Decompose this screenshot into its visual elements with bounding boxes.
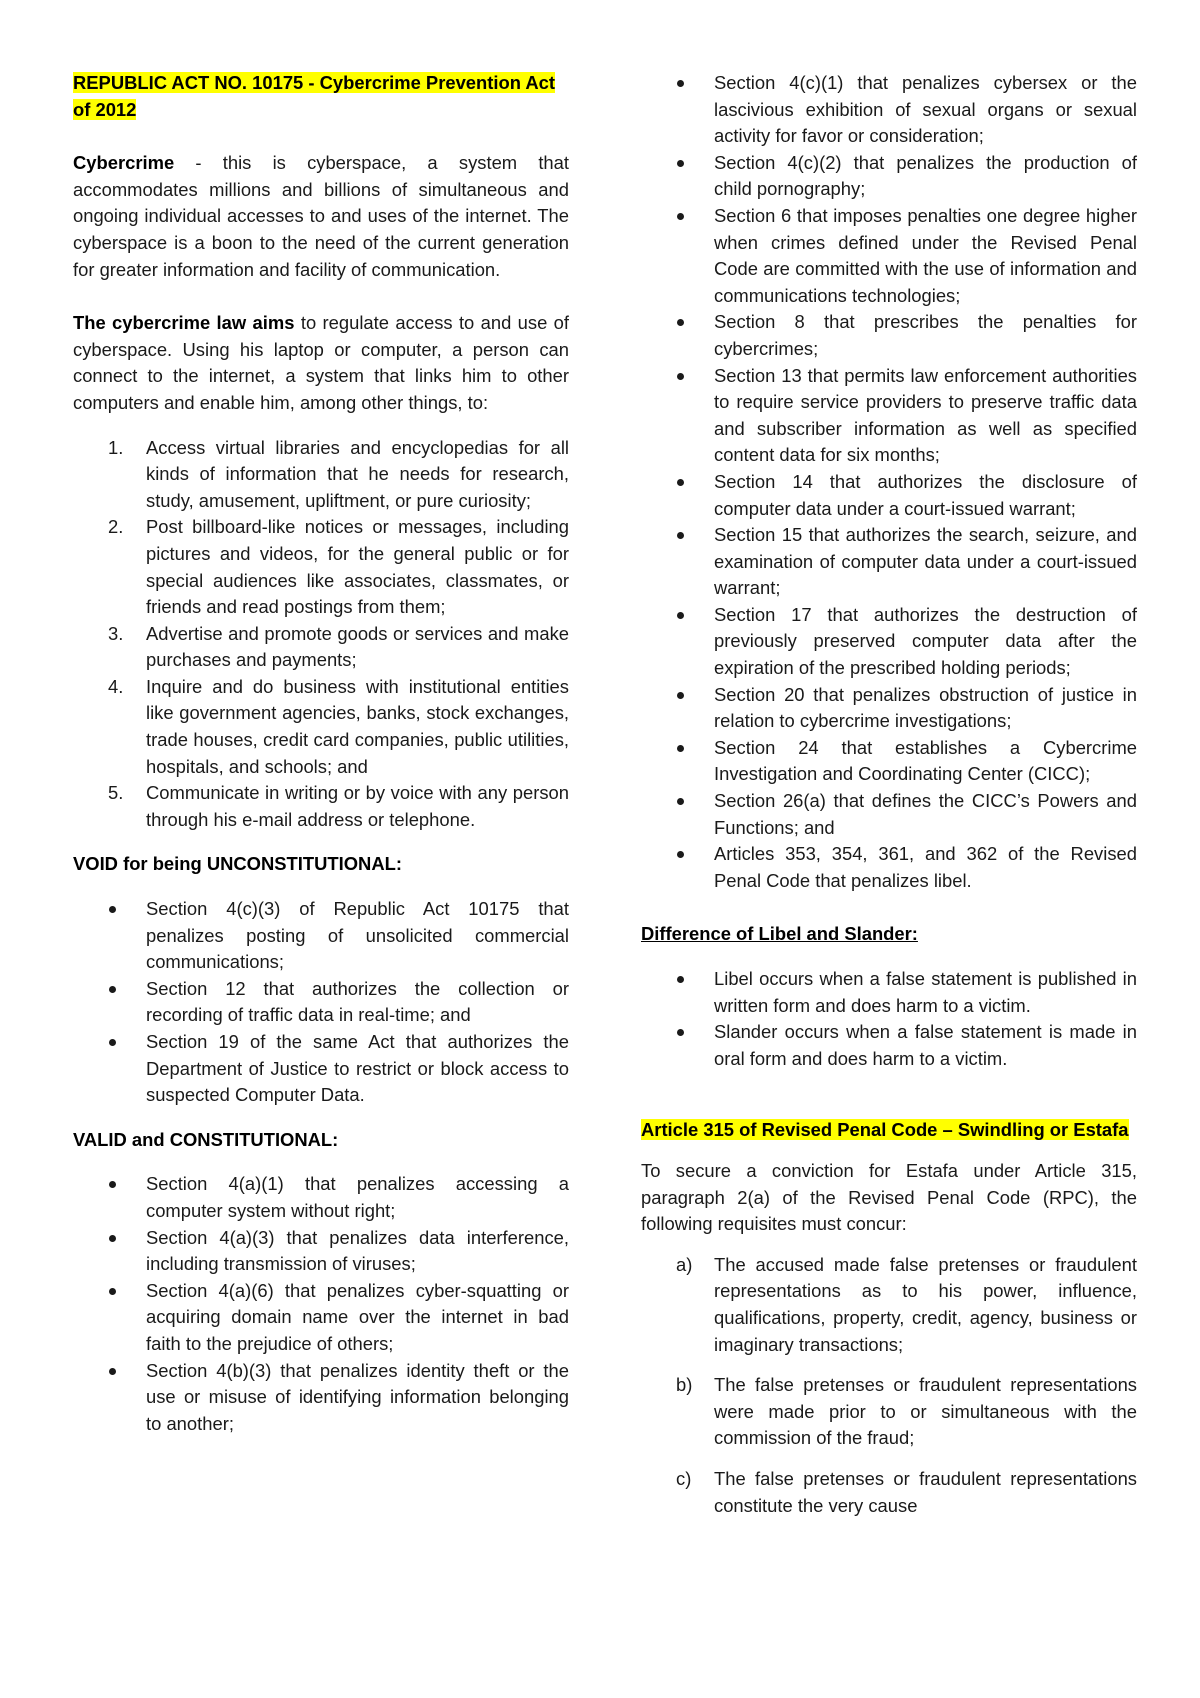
bullet-icon [677, 532, 684, 539]
bullet-icon [677, 612, 684, 619]
article-315-title: Article 315 of Revised Penal Code – Swindling or Estafa [641, 1119, 1129, 1141]
bullet-icon [677, 692, 684, 699]
list-item: Section 4(c)(2) that penalizes the production of child pornography; [641, 150, 1137, 203]
valid-list-continued [641, 70, 1137, 894]
bullet-icon [109, 1181, 116, 1188]
list-item: a) The accused made false pretenses or fraudulent representations as to his power, influence, qualifications, property, credit, agency, business or imaginary transactions; [676, 1253, 1137, 1355]
cybercrime-term: Cybercrime [73, 152, 175, 174]
list-item: Section 6 that imposes penalties one degree higher when crimes defined under the Revised Penal Code are committed with the use of information and communications technologies; [641, 203, 1137, 309]
list-item: Section 4(c)(3) of Republic Act 10175 that penalizes posting of unsolicited commercial communications; [73, 896, 569, 976]
list-item: Libel occurs when a false statement is published in written form and does harm to a victim. [641, 966, 1137, 1019]
bullet-icon [109, 906, 116, 913]
valid-list [73, 1171, 569, 1437]
valid-heading: VALID and CONSTITUTIONAL: [73, 1128, 339, 1150]
void-heading: VOID for being UNCONSTITUTIONAL: [73, 853, 402, 875]
list-item: b) The false pretenses or fraudulent representations were made prior to or simultaneous with the commission of the fraud; [676, 1374, 1137, 1449]
list-item: Section 19 of the same Act that authorizes the Department of Justice to restrict or block access to suspected Computer Data. [73, 1029, 569, 1109]
bullet-icon [109, 986, 116, 993]
bullet-icon [677, 798, 684, 805]
bullet-icon [677, 851, 684, 858]
bullet-icon [677, 976, 684, 983]
list-item: 1. Access virtual libraries and encyclopedias for all kinds of information that he needs for research, study, amusement, upliftment, or pure curiosity; [108, 436, 569, 511]
aims-term: The cybercrime law aims [73, 312, 295, 334]
list-item: 2. Post billboard-like notices or messages, including pictures and videos, for the general public or for special audiences like associates, classmates, or friends and read postings from them; [108, 516, 569, 618]
bullet-icon [677, 213, 684, 220]
list-item: Articles 353, 354, 361, and 362 of the Revised Penal Code that penalizes libel. [641, 841, 1137, 894]
list-item: Section 4(a)(1) that penalizes accessing a computer system without right; [73, 1171, 569, 1224]
list-item: Section 4(a)(3) that penalizes data interference, including transmission of viruses; [73, 1225, 569, 1278]
list-item: Section 24 that establishes a Cybercrime Investigation and Coordinating Center (CICC); [641, 735, 1137, 788]
bullet-icon [109, 1288, 116, 1295]
list-item: Section 4(b)(3) that penalizes identity theft or the use or misuse of identifying information belonging to another; [73, 1358, 569, 1438]
estafa-requisites-list [641, 1252, 1137, 1519]
list-item: Section 4(c)(1) that penalizes cybersex or the lascivious exhibition of sexual organs or sexual activity for favor or consideration; [641, 70, 1137, 150]
list-item: Section 20 that penalizes obstruction of justice in relation to cybercrime investigations; [641, 682, 1137, 735]
bullet-icon [677, 1029, 684, 1036]
list-item: Section 14 that authorizes the disclosure of computer data under a court-issued warrant; [641, 469, 1137, 522]
cybercrime-definition [73, 150, 569, 283]
bullet-icon [677, 373, 684, 380]
bullet-icon [109, 1368, 116, 1375]
libel-slander-list [641, 966, 1137, 1072]
list-item: c) The false pretenses or fraudulent representations constitute the very cause [676, 1467, 1137, 1516]
list-item: Slander occurs when a false statement is made in oral form and does harm to a victim. [641, 1019, 1137, 1072]
list-item: 4. Inquire and do business with institutional entities like government agencies, banks, stock exchanges, trade houses, credit card companies, public utilities, hospitals, and schools; and [108, 675, 569, 777]
doc-title: REPUBLIC ACT NO. 10175 - Cybercrime Prevention Act of 2012 [73, 72, 556, 120]
libel-slander-heading: Difference of Libel and Slander: [641, 923, 918, 945]
estafa-intro: To secure a conviction for Estafa under Article 315, paragraph 2(a) of the Revised Penal Code (RPC), the following requisites must concur: [641, 1159, 1137, 1235]
bullet-icon [109, 1235, 116, 1242]
things-list [73, 435, 569, 834]
cybercrime-def-text: - this is cyberspace, a system that accommodates millions and billions of simultaneous and ongoing individual accesses to and uses of the internet. The cyberspace is a boon to the need of the current generation for greater information and facility of communication. [73, 152, 569, 280]
list-item: Section 13 that permits law enforcement authorities to require service providers to preserve traffic data and subscriber information as well as specified content data for six months; [641, 363, 1137, 469]
law-aims-paragraph [73, 310, 569, 416]
aims-text: to regulate access to and use of cyberspace. Using his laptop or computer, a person can connect to the internet, a system that links him to other computers and enable him, among other things, to: [73, 312, 570, 413]
list-item: Section 4(a)(6) that penalizes cyber-squatting or acquiring domain name over the internet in bad faith to the prejudice of others; [73, 1278, 569, 1358]
bullet-icon [677, 160, 684, 167]
list-item: Section 17 that authorizes the destruction of previously preserved computer data after the expiration of the prescribed holding periods; [641, 602, 1137, 682]
list-item: 3. Advertise and promote goods or services and make purchases and payments; [108, 622, 569, 671]
right-column [641, 70, 1137, 1533]
bullet-icon [677, 319, 684, 326]
bullet-icon [677, 479, 684, 486]
list-item: Section 15 that authorizes the search, seizure, and examination of computer data under a court-issued warrant; [641, 522, 1137, 602]
list-item: Section 12 that authorizes the collection or recording of traffic data in real-time; and [73, 976, 569, 1029]
list-item: 5. Communicate in writing or by voice with any person through his e-mail address or telephone. [108, 782, 569, 830]
left-column [73, 70, 569, 1437]
bullet-icon [677, 80, 684, 87]
list-item: Section 8 that prescribes the penalties for cybercrimes; [641, 309, 1137, 362]
bullet-icon [677, 745, 684, 752]
void-list [73, 896, 569, 1109]
list-item: Section 26(a) that defines the CICC’s Powers and Functions; and [641, 788, 1137, 841]
bullet-icon [109, 1039, 116, 1046]
